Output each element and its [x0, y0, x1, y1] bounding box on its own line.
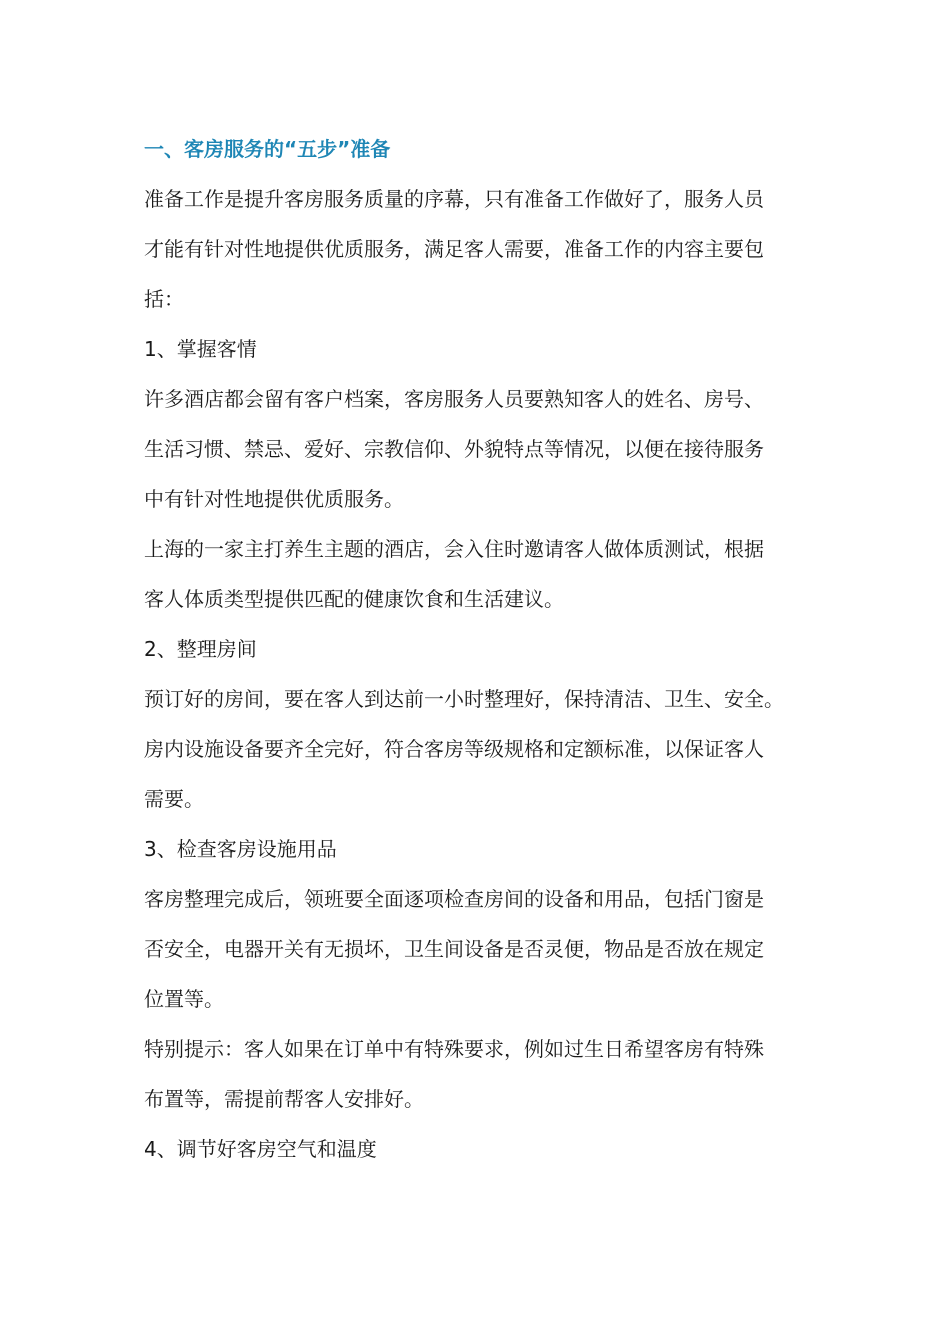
- paragraph-line: 中有针对性地提供优质服务。: [144, 487, 404, 511]
- paragraph-line: 布置等，需提前帮客人安排好。: [144, 1087, 424, 1111]
- paragraph-line: 客房整理完成后，领班要全面逐项检查房间的设备和用品，包括门窗是: [144, 887, 764, 911]
- section-heading: 一、客房服务的“五步”准备: [144, 137, 391, 161]
- subheading-tidy-room: 2、整理房间: [144, 637, 257, 661]
- subheading-master-guest-info: 1、掌握客情: [144, 337, 257, 361]
- paragraph-line: 上海的一家主打养生主题的酒店，会入住时邀请客人做体质测试，根据: [144, 537, 764, 561]
- paragraph-line: 客人体质类型提供匹配的健康饮食和生活建议。: [144, 587, 564, 611]
- paragraph-line: 生活习惯、禁忌、爱好、宗教信仰、外貌特点等情况，以便在接待服务: [144, 437, 764, 461]
- paragraph-line: 才能有针对性地提供优质服务，满足客人需要，准备工作的内容主要包: [144, 237, 764, 261]
- paragraph-line: 预订好的房间，要在客人到达前一小时整理好，保持清洁、卫生、安全。: [144, 687, 784, 711]
- paragraph-line: 需要。: [144, 787, 204, 811]
- paragraph-line: 房内设施设备要齐全完好，符合客房等级规格和定额标准，以保证客人: [144, 737, 764, 761]
- paragraph-line: 位置等。: [144, 987, 224, 1011]
- special-tip-line: 特别提示：客人如果在订单中有特殊要求，例如过生日希望客房有特殊: [144, 1037, 764, 1061]
- subheading-air-temperature: 4、调节好客房空气和温度: [144, 1137, 377, 1161]
- subheading-inspect-facilities: 3、检查客房设施用品: [144, 837, 337, 861]
- paragraph-line: 准备工作是提升客房服务质量的序幕，只有准备工作做好了，服务人员: [144, 187, 764, 211]
- document-content: [144, 124, 824, 1174]
- paragraph-line: 否安全，电器开关有无损坏，卫生间设备是否灵便，物品是否放在规定: [144, 937, 764, 961]
- paragraph-line: 括：: [144, 287, 184, 311]
- paragraph-line: 许多酒店都会留有客户档案，客房服务人员要熟知客人的姓名、房号、: [144, 387, 764, 411]
